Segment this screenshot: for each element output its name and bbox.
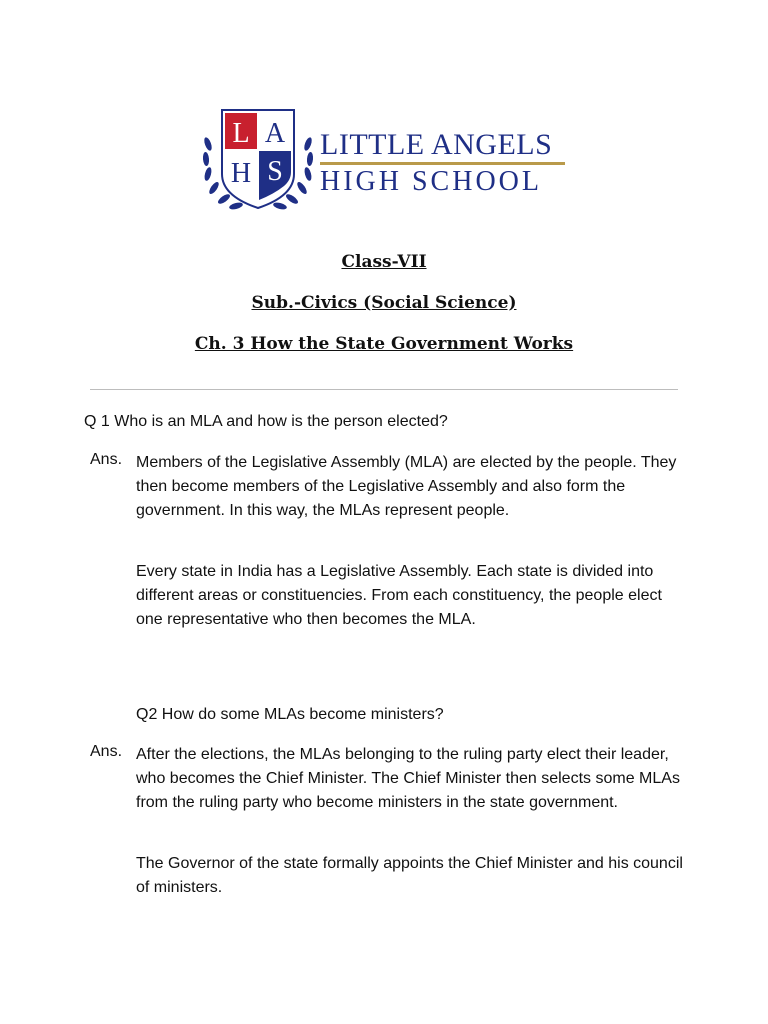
answer-1-paragraph-1: Members of the Legislative Assembly (MLA) are elected by the people. They then become members of the Legislative Assembly and also form the government. In this way, the MLAs represent people. [136, 454, 677, 519]
question-1: Q 1 Who is an MLA and how is the person elected? [84, 413, 448, 430]
school-name-line2: HIGH SCHOOL [320, 166, 542, 197]
school-name-line1: LITTLE ANGELS [320, 128, 553, 161]
answer-1-paragraph-2: Every state in India has a Legislative Assembly. Each state is divided into different areas or constituencies. From each constituency, the people elect one representative who then becomes the MLA. [136, 563, 662, 628]
answer-2-paragraph-1: After the elections, the MLAs belonging to the ruling party elect their leader, who becomes the Chief Minister. The Chief Minister then selects some MLAs from the ruling party who become ministers in the state government. [136, 746, 680, 811]
chapter-heading: Ch. 3 How the State Government Works [194, 334, 574, 354]
class-heading: Class-VII [341, 252, 427, 272]
subject-heading: Sub.-Civics (Social Science) [251, 293, 517, 313]
section-divider [90, 389, 678, 390]
svg-text:H: H [230, 158, 252, 189]
answer-2-paragraph-2: The Governor of the state formally appoints the Chief Minister and his council of ministers. [136, 855, 683, 896]
logo-gold-divider [320, 162, 565, 165]
school-logo [198, 104, 578, 216]
svg-text:A: A [264, 118, 286, 149]
question-2: Q2 How do some MLAs become ministers? [136, 706, 444, 723]
answer-2-label: Ans. [90, 743, 123, 760]
svg-text:S: S [267, 156, 283, 187]
answer-1-label: Ans. [90, 451, 123, 468]
shield-emblem [198, 104, 318, 216]
svg-text:L: L [232, 118, 250, 149]
